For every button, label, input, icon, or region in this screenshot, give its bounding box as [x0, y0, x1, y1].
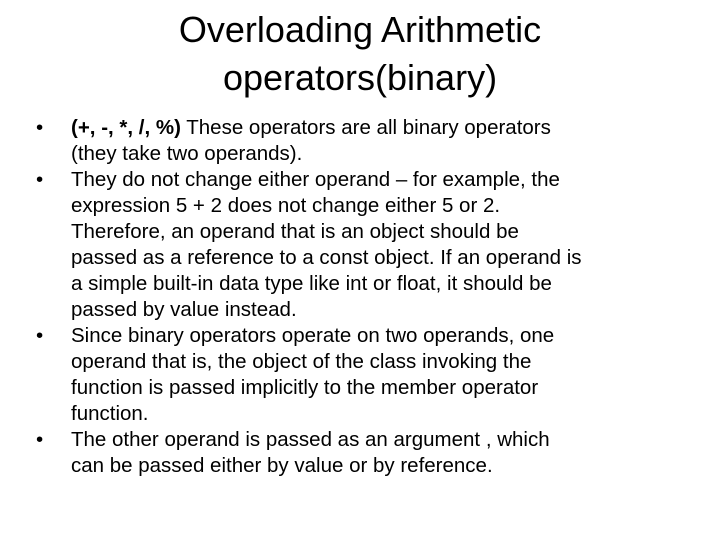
bullet-line: function. — [71, 402, 149, 425]
bullet-line — [71, 115, 706, 141]
bullet-line: Since binary operators operate on two operands, one — [71, 324, 555, 347]
bullet-item — [36, 323, 706, 427]
bullet-dot-icon: • — [36, 168, 44, 191]
bullet-line: The other operand is passed as an argument , which — [71, 428, 550, 451]
bullet-line: passed by value instead. — [71, 298, 297, 321]
bullet-line: Therefore, an operand that is an object should be — [71, 220, 519, 243]
bullet-line: They do not change either operand – for example, the — [71, 168, 560, 191]
bullet-line: operand that is, the object of the class invoking the — [71, 350, 532, 373]
slide-title — [60, 6, 660, 102]
bullet-line: (they take two operands). — [71, 142, 303, 165]
bullet-line: passed as a reference to a const object. If an operand is — [71, 246, 582, 269]
bullet-line: can be passed either by value or by reference. — [71, 454, 493, 477]
bullet-dot-icon: • — [36, 428, 44, 451]
bullet-dot-icon: • — [36, 116, 44, 139]
bullet-list — [36, 115, 706, 479]
bullet-line: function is passed implicitly to the member operator — [71, 376, 539, 399]
bullet-item — [36, 115, 706, 167]
bullet-item — [36, 167, 706, 323]
bullet-line: a simple built-in data type like int or float, it should be — [71, 272, 552, 295]
bullet-line: expression 5 + 2 does not change either 5 or 2. — [71, 194, 501, 217]
bullet-text: These operators are all binary operators — [180, 116, 551, 139]
title-line: operators(binary) — [222, 57, 498, 98]
bullet-item — [36, 427, 706, 479]
title-line: Overloading Arithmetic — [178, 9, 542, 50]
bullet-dot-icon: • — [36, 324, 44, 347]
operator-list: (+, -, *, /, %) — [71, 116, 181, 139]
